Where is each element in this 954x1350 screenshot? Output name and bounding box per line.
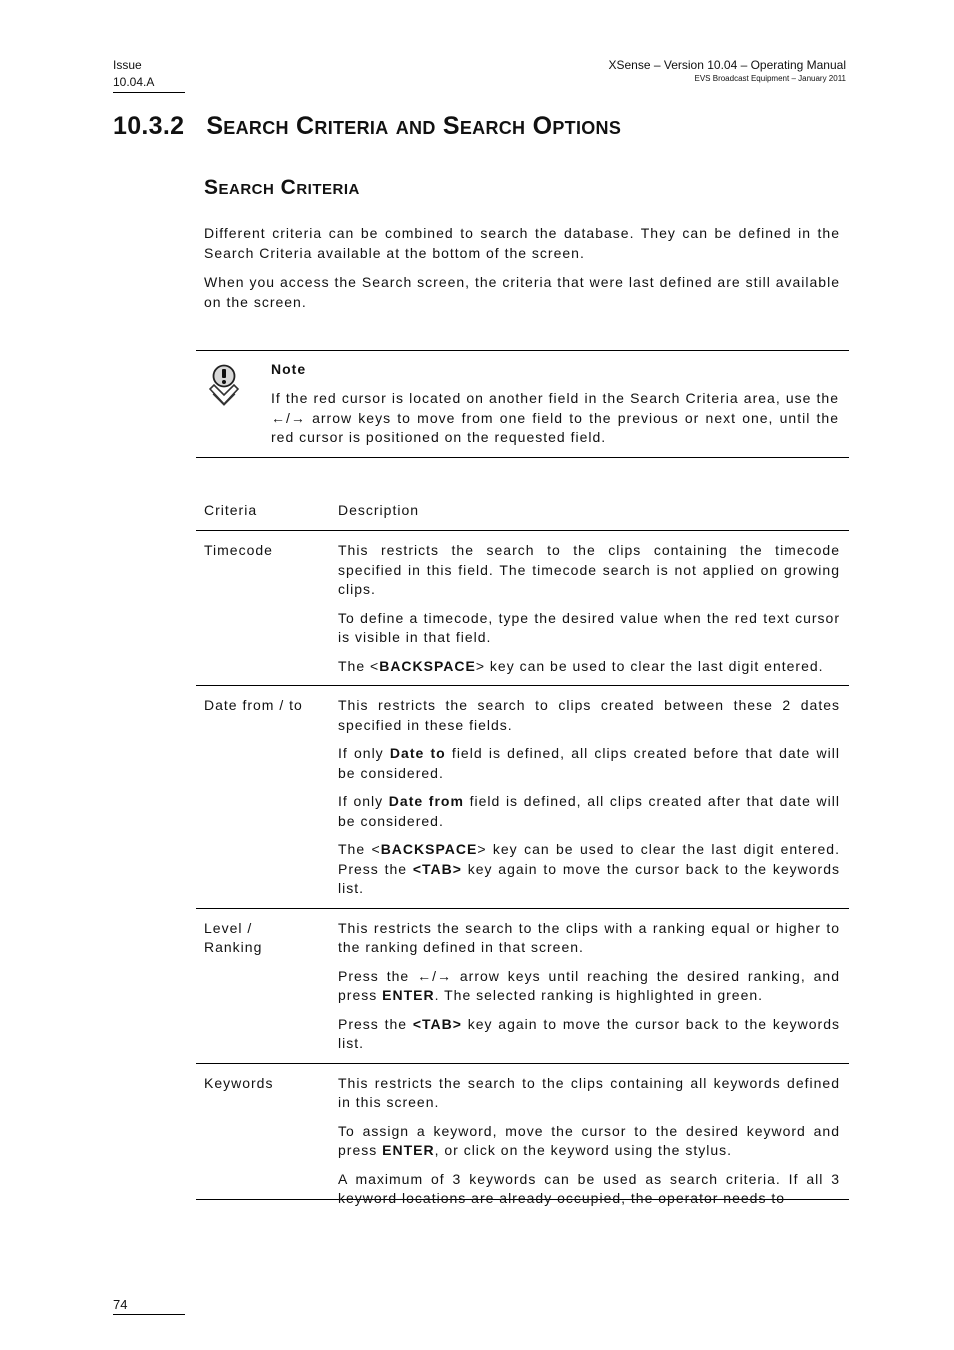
text-run: Press the [338, 1015, 413, 1032]
text-run: If only [338, 745, 390, 761]
issue-label: Issue [113, 58, 142, 72]
text-run: Press the ←/→ arrow keys until reaching the desired ranking, and press [338, 967, 840, 1003]
issue-number: 10.04.A [113, 75, 155, 89]
description-paragraph [338, 657, 840, 677]
issue-block [113, 57, 185, 93]
description-paragraph [338, 1074, 840, 1113]
bold-term: ENTER [382, 987, 435, 1003]
text-run: > key can be used to clear the last digit entered. [475, 657, 824, 674]
subsection-title: Search Criteria [204, 176, 360, 199]
bold-term: <TAB> [412, 1015, 462, 1032]
text-run: key again to move the cursor back to the keywords list. [338, 1015, 841, 1051]
description-paragraph [338, 1015, 840, 1054]
description-paragraph [338, 1170, 840, 1209]
description-cell [338, 1064, 840, 1218]
manual-title: XSense – Version 10.04 – Operating Manual [608, 58, 846, 72]
bold-term: Date from [388, 793, 464, 809]
manual-header [609, 57, 847, 84]
note-title: Note [271, 361, 307, 377]
text-run: This restricts the search to the clips with a ranking equal or higher to the ranking defined in that screen. [338, 919, 840, 955]
section-heading [113, 112, 621, 141]
bold-term: BACKSPACE [379, 657, 476, 674]
description-paragraph [338, 1122, 840, 1161]
description-paragraph [338, 840, 840, 899]
description-paragraph [338, 541, 840, 600]
description-paragraph [338, 919, 840, 958]
bold-term: Date to [389, 745, 446, 761]
page-number: 74 [113, 1296, 185, 1315]
bold-term: ENTER [382, 1142, 435, 1158]
description-cell [338, 686, 840, 908]
description-cell [338, 531, 840, 685]
note-warning-icon [206, 363, 242, 407]
table-row [196, 909, 849, 1064]
criteria-cell: Timecode [204, 542, 273, 558]
description-paragraph [338, 792, 840, 831]
text-run: To define a timecode, type the desired value when the red text cursor is visible in that field. [338, 609, 840, 645]
text-run: A maximum of 3 keywords can be used as search criteria. If all 3 keyword locations are already occupied, the operator needs to [338, 1170, 840, 1206]
intro-paragraph: Different criteria can be combined to search the database. They can be defined in the Search Criteria available at the bottom of the screen. [204, 225, 840, 261]
column-header-description: Description [338, 502, 420, 518]
text-run: The < [338, 841, 381, 857]
description-paragraph [338, 609, 840, 648]
description-cell [338, 909, 840, 1063]
section-number: 10.3.2 [113, 112, 185, 140]
text-run: This restricts the search to clips created between these 2 dates specified in these fields. [338, 697, 840, 733]
criteria-cell: Level / Ranking [204, 919, 263, 955]
note-text: If the red cursor is located on another field in the Search Criteria area, use the ←/→ arrow keys to move from one field to the previous or next one, until the red cursor is positioned on the requested field. [271, 390, 839, 445]
description-paragraph [338, 967, 840, 1006]
publisher-line: EVS Broadcast Equipment – January 2011 [694, 74, 846, 83]
description-paragraph [338, 696, 840, 735]
table-body [196, 531, 849, 1206]
text-run: , or click on the keyword using the stylus. [434, 1142, 733, 1158]
criteria-cell: Date from / to [204, 697, 303, 713]
bold-term: <TAB> [412, 860, 462, 877]
intro-paragraph: When you access the Search screen, the criteria that were last defined are still available on the screen. [204, 274, 840, 310]
text-run: field is defined, all clips created before that date will be considered. [338, 745, 840, 781]
criteria-table [196, 495, 849, 1206]
text-run: . The selected ranking is highlighted in green. [434, 987, 764, 1003]
text-run: This restricts the search to the clips containing the timecode specified in this field. The timecode search is not applied on growing clips. [338, 542, 840, 597]
text-run: field is defined, all clips created after that date will be considered. [338, 793, 840, 829]
description-paragraph [338, 744, 840, 783]
text-run: > key can be used to clear the last digit entered. Press the [338, 841, 840, 877]
bold-term: BACKSPACE [380, 841, 478, 857]
text-run: The < [338, 657, 380, 674]
text-run: This restricts the search to the clips containing all keywords defined in this screen. [338, 1074, 840, 1110]
section-title: Search Criteria and Search Options [206, 112, 622, 140]
note-box [196, 350, 849, 458]
text-run: If only [338, 793, 389, 809]
table-row [196, 1064, 849, 1206]
table-row [196, 686, 849, 909]
table-row [196, 531, 849, 686]
text-run: To assign a keyword, move the cursor to the desired keyword and press [338, 1122, 840, 1158]
text-run: key again to move the cursor back to the keywords list. [338, 860, 841, 896]
table-header [196, 495, 849, 531]
criteria-cell: Keywords [204, 1074, 274, 1091]
column-header-criteria: Criteria [204, 502, 258, 518]
